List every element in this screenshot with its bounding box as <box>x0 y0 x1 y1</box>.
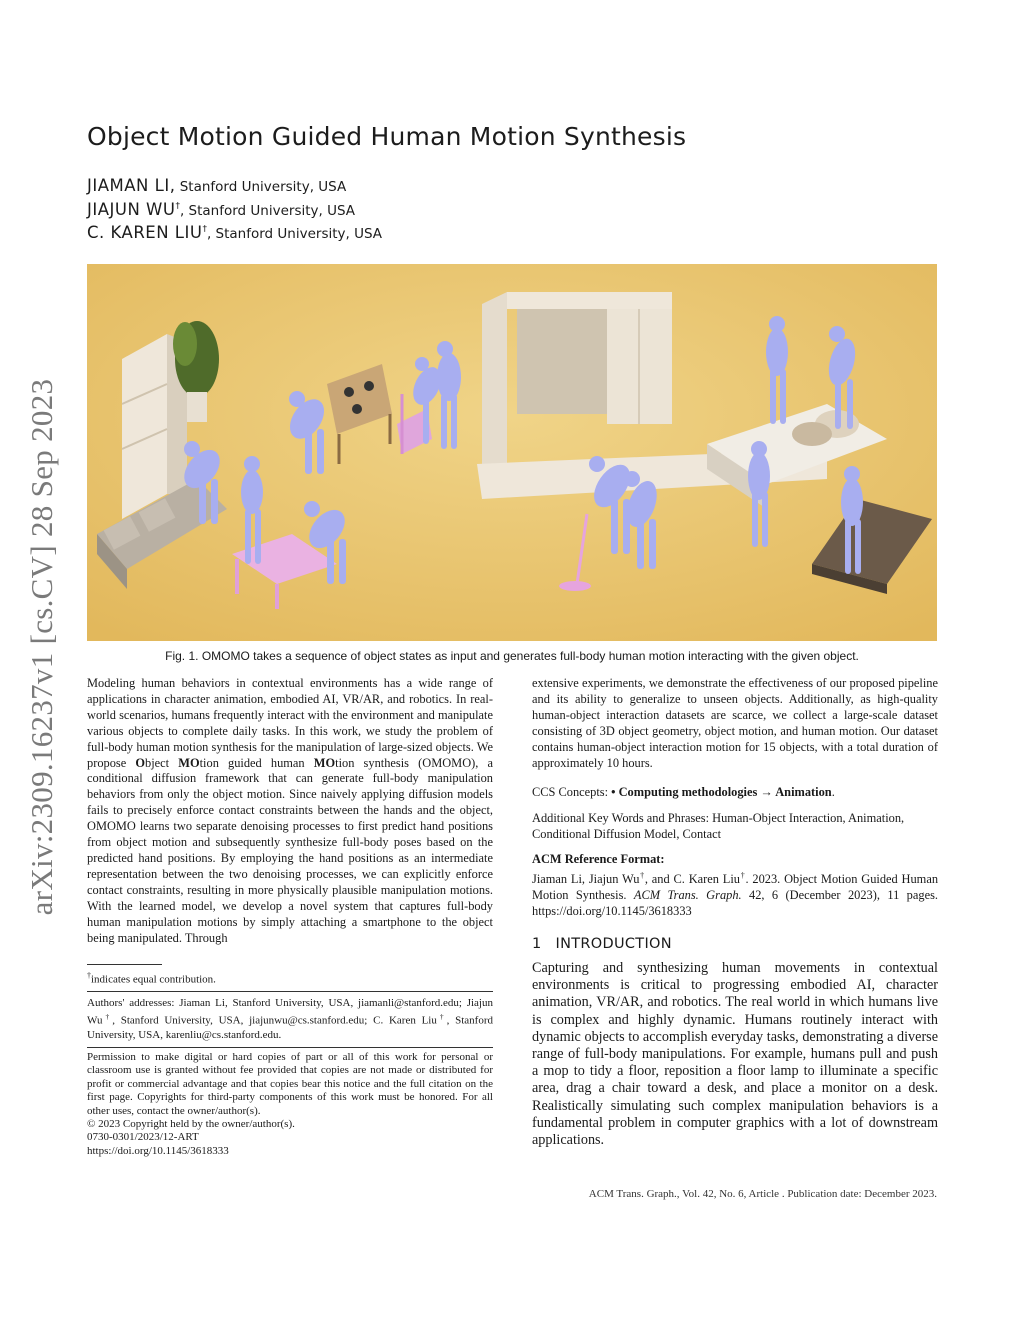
permission-text: Permission to make digital or hard copies of part or all of this work for personal or classroom use is granted without fee provided that copies are not made or distributed for profit or commercial advantage and that copies bear this notice and the full citation on the first page. Copyrights for third-party components of this work must be honored. For all other uses, contact the owner/author(s). <box>87 1051 493 1117</box>
ref-text: Jiaman Li, Jiajun Wu <box>532 872 640 887</box>
author-name: JIAMAN LI, <box>87 176 176 195</box>
ref-text: 42, 6 (December 2023), 11 pages. https://doi.org/10.1145/3618333 <box>532 888 938 918</box>
ref-text: , and C. Karen Liu <box>644 872 741 887</box>
ccs-concept: • Computing methodologies → Animation <box>611 785 832 799</box>
paper-title: Object Motion Guided Human Motion Synthesis <box>87 122 687 151</box>
ccs-concepts <box>532 785 938 800</box>
teaser-scene-illustration <box>87 264 937 641</box>
abstract-left-column <box>87 676 493 946</box>
footnote-text: indicates equal contribution. <box>91 973 216 986</box>
acm-reference-heading: ACM Reference Format: <box>532 852 665 866</box>
abstract-bold: O <box>135 755 146 770</box>
author-line <box>87 176 382 200</box>
abstract-continuation: extensive experiments, we demonstrate the effectiveness of our proposed pipeline and its ability to generalize to unseen objects. Additionally, as high-quality human-object interaction datasets are scarce, we collect a large-scale dataset consisting of 3D object geometry, object motion, and human motion. Our dataset contains human-object interaction motion for 15 objects, with a total duration of approximately 10 hours. <box>532 676 938 770</box>
permission-notice <box>87 1051 493 1158</box>
doi-link[interactable]: https://doi.org/10.1145/3618333 <box>87 1144 229 1157</box>
dagger-mark: † <box>87 971 91 980</box>
dagger-mark: † <box>639 871 645 880</box>
acm-reference-body <box>532 868 938 920</box>
ref-text: . 2023. Object Motion Guided Human Motion Synthesis. <box>532 872 939 903</box>
permission-rule <box>87 1047 493 1048</box>
author-addresses <box>87 996 493 1042</box>
footnote-rule <box>87 964 162 965</box>
address-text: , Stanford University, USA, karenliu@cs.stanford.edu. <box>87 1014 494 1042</box>
author-affiliation: , Stanford University, USA <box>206 226 383 242</box>
keywords: Additional Key Words and Phrases: Human-Object Interaction, Animation, Conditional Diffusion Model, Contact <box>532 811 905 841</box>
author-list <box>87 176 382 247</box>
abstract-text: bject <box>145 755 179 770</box>
journal-name: ACM Trans. Graph. <box>633 888 742 903</box>
dagger-mark: † <box>436 1012 447 1022</box>
author-line <box>87 223 382 247</box>
introduction-paragraph: Capturing and synthesizing human movements in contextual environments is critical to progressing embodied AI, character animation, VR/AR, and robotics. The real world in which humans live is complex and highly dynamic. Humans routinely interact with dynamic objects to accomplish everyday tasks, demonstrating a diverse range of full-body manipulations. For example, humans pull and push a mop to tidy a floor, reposition a floor lamp to illuminate a specific area, drag a chair toward a desk, and place a monitor on a desk. Realistically simulating such complex manipulation behaviors is a fundamental problem in computer graphics with a lot of downstream applications. <box>532 960 938 1149</box>
ccs-end: . <box>831 785 835 799</box>
arxiv-id-text: arXiv:2309.16237v1 [cs.CV] 28 Sep 2023 <box>24 378 59 916</box>
author-affiliation: , Stanford University, USA <box>179 202 356 219</box>
figure-caption: Fig. 1. OMOMO takes a sequence of object states as input and generates full-body human motion interacting with the given object. <box>165 649 859 663</box>
ccs-label: CCS Concepts: <box>532 785 612 799</box>
abstract-text: tion synthesis (OMOMO), a conditional diffusion framework that can generate full-body manipulation behaviors from only the object motion. Since naively applying diffusion models fails to precisely enforce contact constraints between the hands and the object, OMOMO learns two separate denoising processes to first predict hand positions from object motion and subsequently synthesize full-body poses based on the predicted hand positions. By employing the hand positions as an intermediate representation between the two denoising processes, we can explicitly enforce contact constraints, resulting in more physically plausible manipulation motions. With the learned model, we develop a novel system that captures full-body human manipulation motions by simply attaching a smartphone to the object being manipulated. Through <box>87 755 494 945</box>
addresses-rule <box>87 991 493 992</box>
section-heading-introduction <box>532 936 672 952</box>
equal-contribution-footnote <box>87 971 216 986</box>
copyright-line: © 2023 Copyright held by the owner/author(s). <box>87 1118 295 1131</box>
author-name: C. KAREN LIU <box>87 223 203 242</box>
abstract-bold: MO <box>178 755 200 770</box>
dagger-mark: † <box>102 1012 113 1022</box>
author-affiliation: Stanford University, USA <box>175 179 347 195</box>
abstract-bold: MO <box>313 755 336 770</box>
author-name: JIAJUN WU <box>87 199 176 219</box>
issn-line: 0730-0301/2023/12-ART <box>87 1131 199 1144</box>
address-text: Authors' addresses: Jiaman Li, Stanford University, USA, jiamanli@stanford.edu; Jiajun Wu <box>87 997 493 1027</box>
abstract-text: Modeling human behaviors in contextual environments has a wide range of applications in character animation, embodied AI, VR/AR, and robotics. In real-world scenarios, humans frequently interact with the environment and manipulate various objects to complete daily tasks. In this work, we study the problem of full-body human motion synthesis for the manipulation of large-sized objects. We propose <box>87 676 493 770</box>
author-mark: † <box>202 224 207 235</box>
arxiv-stamp <box>22 352 62 942</box>
abstract-text: tion guided human <box>199 755 314 770</box>
author-mark: † <box>175 201 180 212</box>
abstract-right-column <box>532 676 938 771</box>
section-number: 1 <box>532 936 542 952</box>
section-title: INTRODUCTION <box>555 936 672 952</box>
running-footer: ACM Trans. Graph., Vol. 42, No. 6, Article . Publication date: December 2023. <box>588 1188 937 1200</box>
dagger-mark: † <box>740 871 746 880</box>
address-text: , Stanford University, USA, jiajunwu@cs.stanford.edu; C. Karen Liu <box>112 1014 437 1027</box>
teaser-figure <box>87 264 937 641</box>
author-line <box>87 200 382 224</box>
